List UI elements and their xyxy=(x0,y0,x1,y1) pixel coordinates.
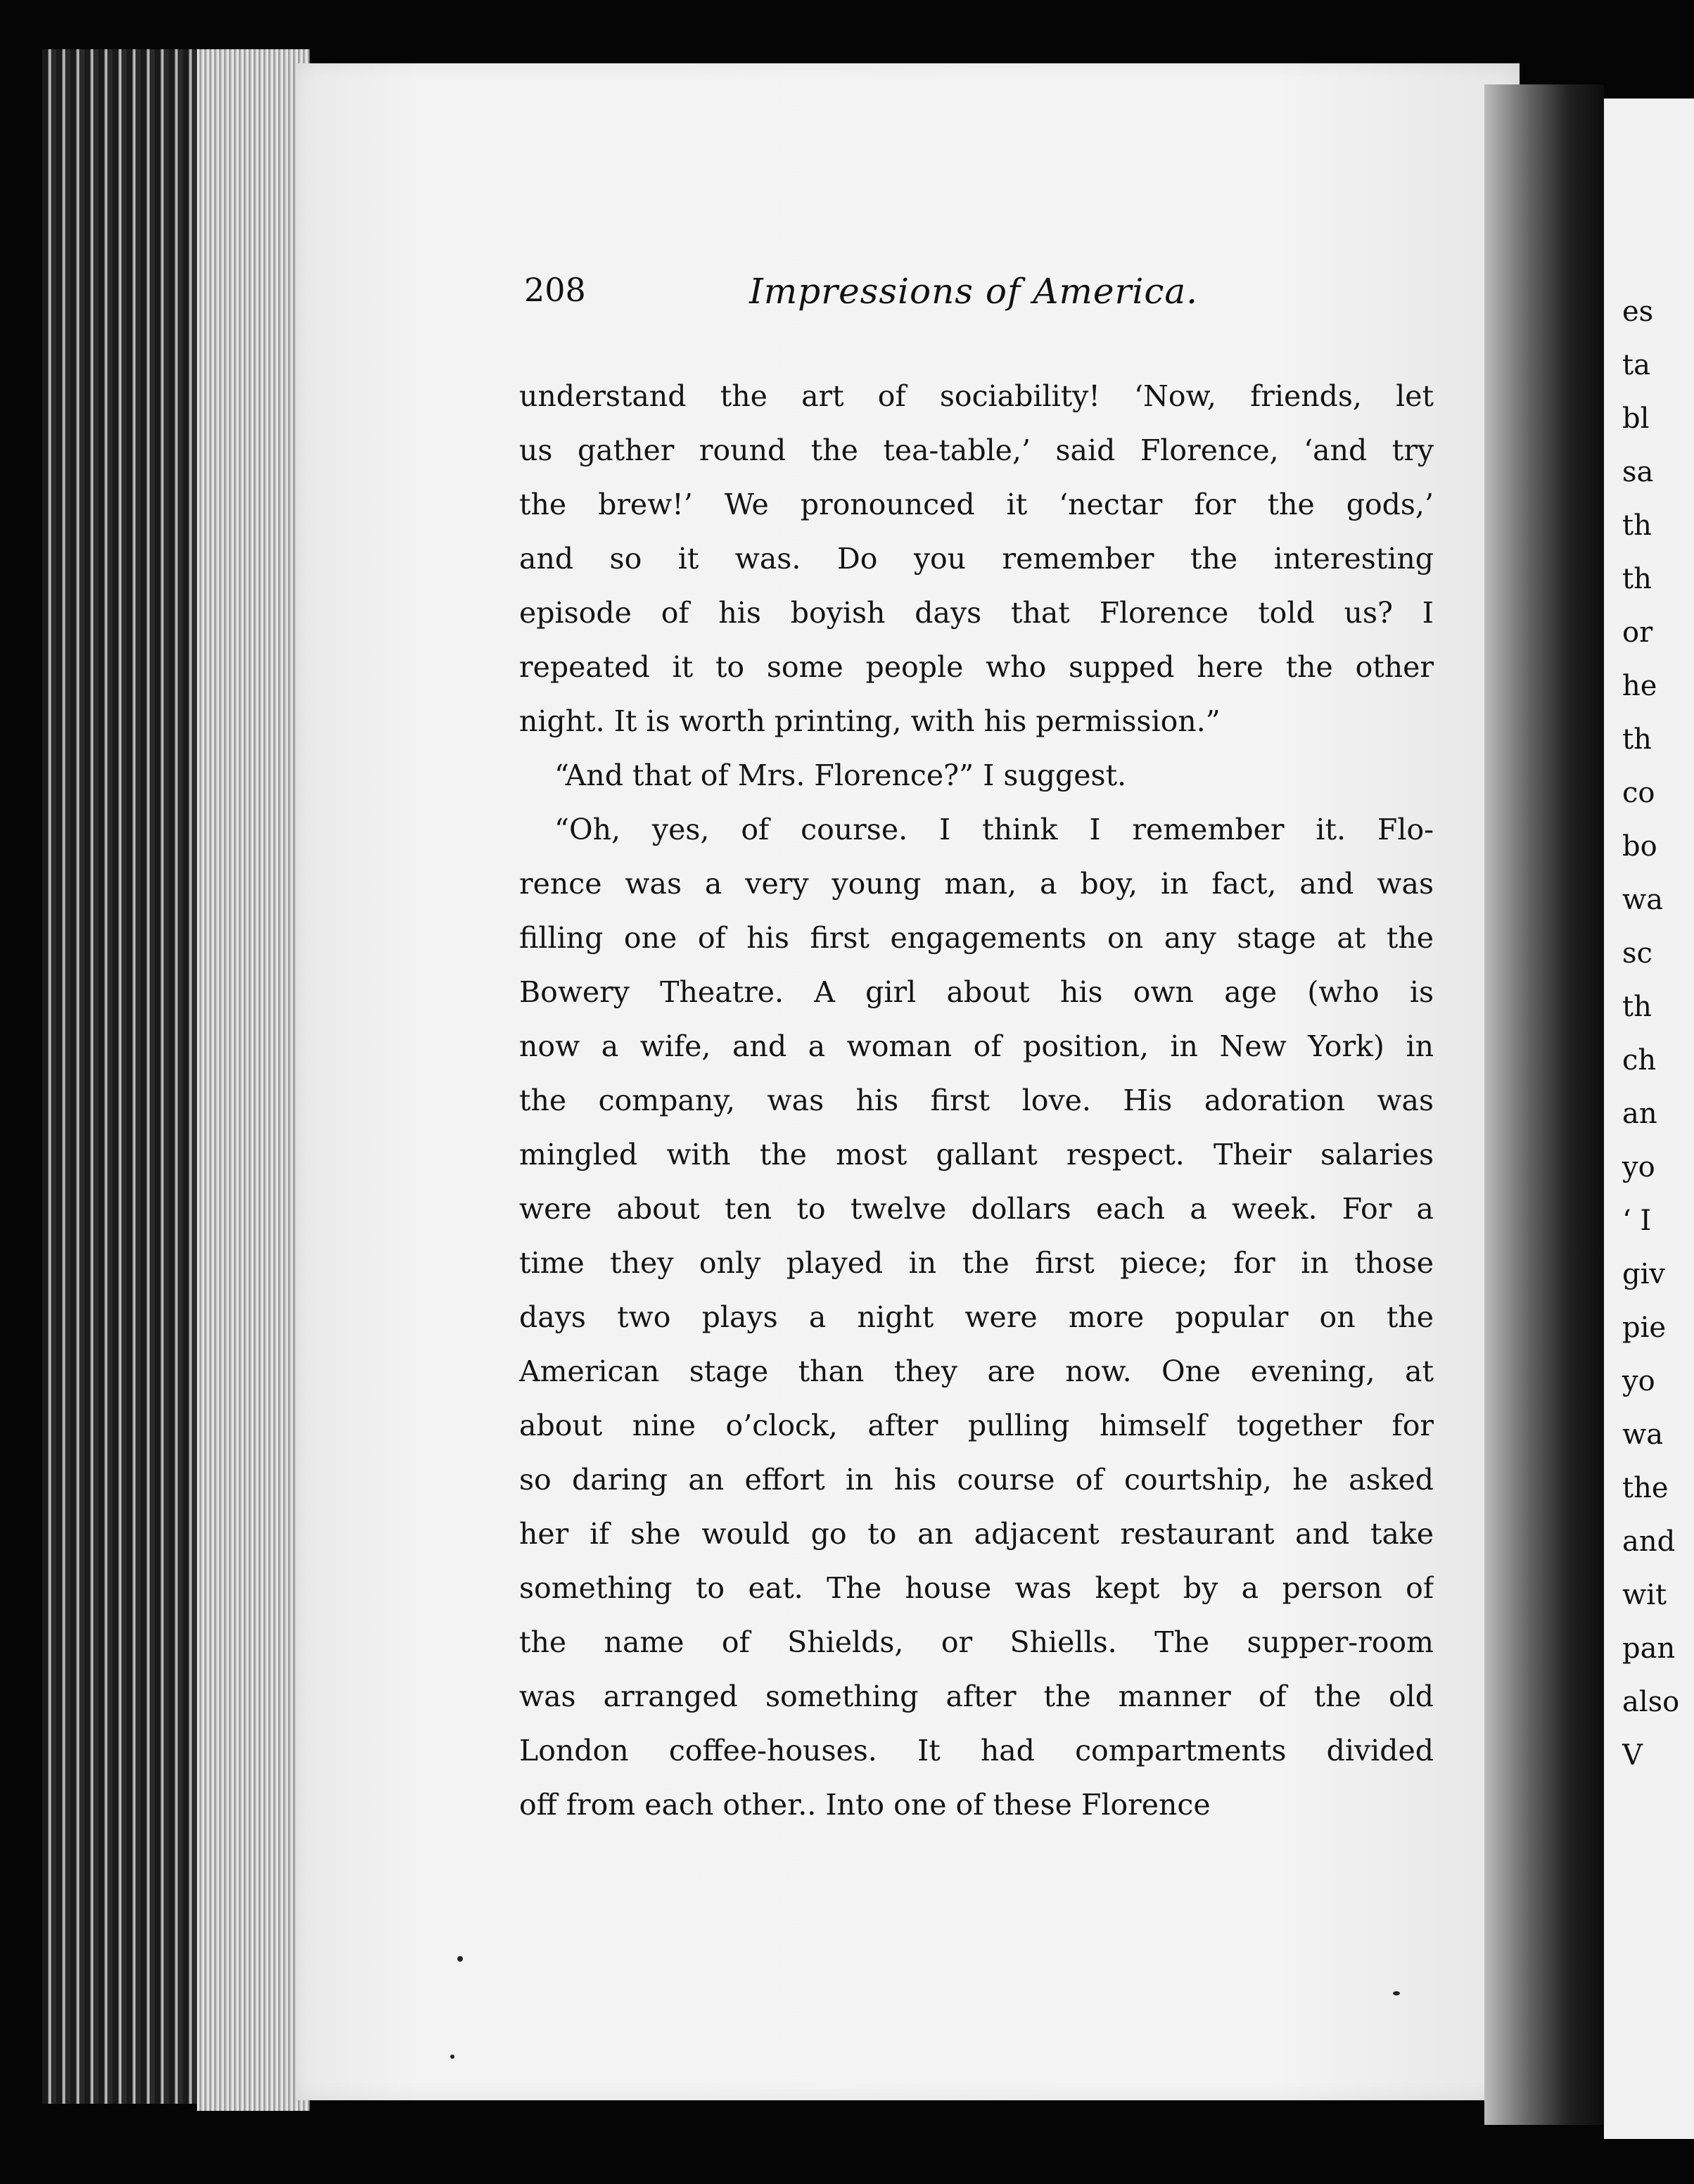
facing-page-fragment: pie xyxy=(1622,1312,1667,1344)
page-stack-edges-light xyxy=(197,49,310,2111)
text-line: London coffee-houses. It had compartments divided xyxy=(519,1734,1434,1767)
facing-page-fragment: or xyxy=(1622,616,1653,649)
text-line: her if she would go to an adjacent restaurant and take xyxy=(519,1517,1434,1551)
text-line: time they only played in the first piece; for in those xyxy=(519,1246,1434,1280)
facing-page-fragment: the xyxy=(1622,1472,1669,1504)
text-line: the name of Shields, or Shiells. The supper-room xyxy=(519,1625,1434,1659)
book-gutter xyxy=(1484,84,1604,2125)
scan-speck xyxy=(450,2055,454,2059)
text-line: “Oh, yes, of course. I think I remember it. Flo- xyxy=(554,813,1434,846)
facing-page-fragment: th xyxy=(1622,723,1652,756)
facing-page-fragment: an xyxy=(1622,1098,1657,1130)
facing-page-fragment: sc xyxy=(1622,937,1652,970)
facing-page-fragment: giv xyxy=(1622,1258,1665,1290)
facing-page-fragment: ta xyxy=(1622,349,1650,381)
text-line: Bowery Theatre. A girl about his own age (who is xyxy=(519,975,1434,1009)
facing-page-fragment: th xyxy=(1622,563,1652,595)
text-line: filling one of his first engagements on any stage at the xyxy=(519,921,1434,955)
text-line: and so it was. Do you remember the interesting xyxy=(519,542,1434,576)
facing-page-fragment: sa xyxy=(1622,456,1654,488)
text-line: repeated it to some people who supped here the other xyxy=(519,650,1434,684)
scan-speck xyxy=(1393,1991,1400,1995)
facing-page-fragment: he xyxy=(1622,670,1657,702)
facing-page-fragment: es xyxy=(1622,296,1654,328)
running-title: Impressions of America. xyxy=(749,271,1199,312)
text-line: were about ten to twelve dollars each a week. For a xyxy=(519,1192,1434,1226)
facing-page xyxy=(1604,99,1694,2139)
facing-page-fragment: bo xyxy=(1622,830,1657,863)
facing-page-fragment: also xyxy=(1622,1686,1680,1718)
text-line: American stage than they are now. One evening, at xyxy=(519,1354,1434,1388)
facing-page-fragment: bl xyxy=(1622,402,1650,435)
text-line: off from each other.. Into one of these Florence xyxy=(519,1788,1211,1822)
facing-page-fragment: wa xyxy=(1622,884,1664,916)
text-line: something to eat. The house was kept by a person of xyxy=(519,1571,1434,1605)
text-line: about nine o’clock, after pulling himself together for xyxy=(519,1409,1434,1442)
text-line: was arranged something after the manner of the old xyxy=(519,1680,1434,1713)
text-line: episode of his boyish days that Florence told us? I xyxy=(519,596,1434,630)
text-line: days two plays a night were more popular on the xyxy=(519,1300,1434,1334)
text-line: understand the art of sociability! ‘Now, friends, let xyxy=(519,379,1434,413)
text-line: rence was a very young man, a boy, in fact, and was xyxy=(519,867,1434,901)
text-line: now a wife, and a woman of position, in New York) in xyxy=(519,1029,1434,1063)
facing-page-fragment: wa xyxy=(1622,1418,1664,1451)
text-line: night. It is worth printing, with his permission.” xyxy=(519,704,1221,738)
page-header xyxy=(524,271,1228,327)
facing-page-fragment: th xyxy=(1622,509,1652,542)
facing-page-fragment: co xyxy=(1622,777,1655,809)
text-line: so daring an effort in his course of courtship, he asked xyxy=(519,1463,1434,1497)
body-text xyxy=(519,369,1434,1832)
facing-page-fragment: th xyxy=(1622,991,1652,1023)
page-number: 208 xyxy=(524,271,586,309)
text-line: mingled with the most gallant respect. Their salaries xyxy=(519,1138,1434,1172)
text-line: the brew!’ We pronounced it ‘nectar for the gods,’ xyxy=(519,488,1434,521)
text-line: the company, was his first love. His adoration was xyxy=(519,1084,1434,1117)
facing-page-fragment: V xyxy=(1622,1739,1643,1772)
facing-page-fragment: ‘ I xyxy=(1622,1205,1652,1237)
facing-page-fragment: ch xyxy=(1622,1044,1657,1077)
facing-page-fragment: pan xyxy=(1622,1632,1676,1665)
facing-page-fragment: yo xyxy=(1622,1365,1655,1397)
facing-page-fragment: yo xyxy=(1622,1151,1655,1183)
scan-speck xyxy=(457,1956,463,1962)
text-line: “And that of Mrs. Florence?” I suggest. xyxy=(554,758,1127,792)
facing-page-fragment: wit xyxy=(1622,1579,1667,1611)
text-line: us gather round the tea-table,’ said Florence, ‘and try xyxy=(519,433,1434,467)
facing-page-fragment: and xyxy=(1622,1525,1676,1558)
